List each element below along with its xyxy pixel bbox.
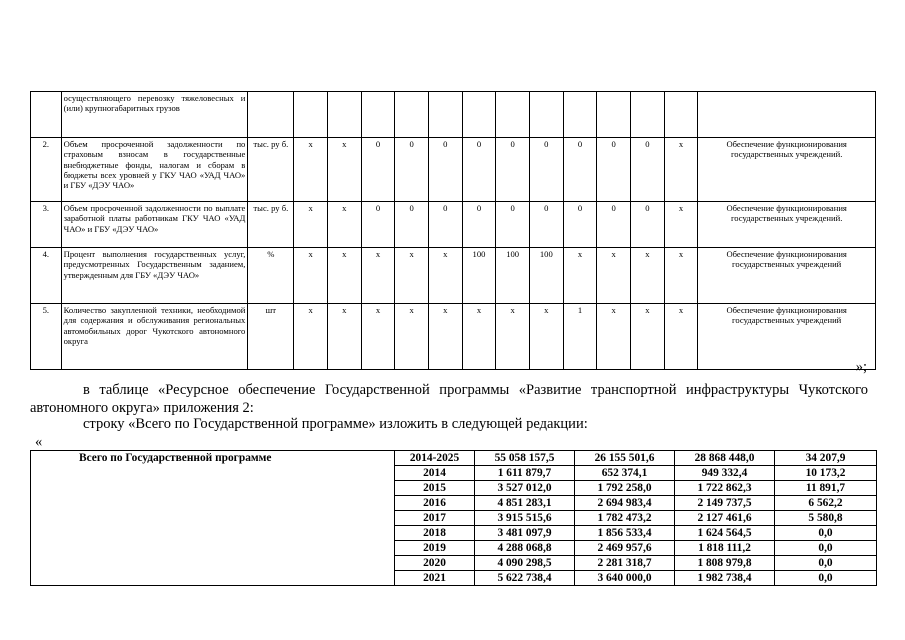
value-cell: 0 (631, 138, 665, 202)
amount-col-4: 0,0 (775, 526, 877, 541)
value-cell: х (529, 304, 563, 370)
indicators-table (30, 91, 876, 370)
value-cell: х (664, 138, 698, 202)
amount-col-2: 1 856 533,4 (575, 526, 675, 541)
value-cell: 0 (597, 138, 631, 202)
row-number: 3. (31, 202, 62, 248)
value-cell: 0 (395, 202, 429, 248)
indicator-name: Процент выполнения государственных услуг, предусмотренных Государственным заданием, утвержденным для ГБУ «ДЭУ ЧАО» (61, 248, 248, 304)
value-cell: х (664, 304, 698, 370)
amount-col-2: 2 694 983,4 (575, 496, 675, 511)
value-cell: х (294, 248, 328, 304)
value-cell (664, 92, 698, 138)
value-cell: х (631, 304, 665, 370)
value-cell (294, 92, 328, 138)
paragraph-line-1: в таблице «Ресурсное обеспечение Государственной программы «Развитие транспортной инфраструктуры Чукотского (83, 382, 868, 398)
year-cell: 2014-2025 (395, 451, 475, 466)
amount-col-2: 652 374,1 (575, 466, 675, 481)
amount-col-3: 2 149 737,5 (675, 496, 775, 511)
indicator-name: Объем просроченной задолженности по выплате заработной платы работникам ГКУ ЧАО «УАД ЧАО» и ГБУ «ДЭУ ЧАО» (61, 202, 248, 248)
paragraph-line-2: автономного округа» приложения 2: (30, 400, 254, 416)
expected-result: Обеспечение функционирования государственных учреждений (698, 248, 876, 304)
value-cell: х (361, 304, 395, 370)
unit-cell (248, 92, 294, 138)
indicator-name: осуществляющего перевозку тяжеловесных и (или) крупногабаритных грузов (61, 92, 248, 138)
amount-col-2: 2 469 957,6 (575, 541, 675, 556)
amount-col-3: 1 982 738,4 (675, 571, 775, 586)
amount-col-4: 11 891,7 (775, 481, 877, 496)
row-number: 4. (31, 248, 62, 304)
amount-col-4: 10 173,2 (775, 466, 877, 481)
amount-col-4: 6 562,2 (775, 496, 877, 511)
closing-quote: »; (855, 359, 867, 375)
value-cell: х (294, 304, 328, 370)
year-cell: 2021 (395, 571, 475, 586)
year-cell: 2020 (395, 556, 475, 571)
amount-col-4: 5 580,8 (775, 511, 877, 526)
year-cell: 2015 (395, 481, 475, 496)
value-cell: х (361, 248, 395, 304)
indicator-row (31, 92, 876, 138)
value-cell (361, 92, 395, 138)
value-cell: 0 (462, 138, 496, 202)
value-cell: х (294, 202, 328, 248)
year-cell: 2018 (395, 526, 475, 541)
value-cell (496, 92, 530, 138)
total-amount: 3 481 097,9 (475, 526, 575, 541)
amount-col-3: 2 127 461,6 (675, 511, 775, 526)
year-cell: 2016 (395, 496, 475, 511)
value-cell: 0 (361, 202, 395, 248)
value-cell: 0 (529, 138, 563, 202)
row-number: 5. (31, 304, 62, 370)
row-number (31, 92, 62, 138)
amount-col-3: 1 808 979,8 (675, 556, 775, 571)
value-cell: 100 (496, 248, 530, 304)
value-cell: 0 (631, 202, 665, 248)
value-cell: 0 (462, 202, 496, 248)
value-cell: х (294, 138, 328, 202)
value-cell: х (395, 248, 429, 304)
amount-col-3: 1 818 111,2 (675, 541, 775, 556)
value-cell: 1 (563, 304, 597, 370)
value-cell (327, 92, 361, 138)
total-amount: 5 622 738,4 (475, 571, 575, 586)
amount-col-3: 949 332,4 (675, 466, 775, 481)
value-cell (597, 92, 631, 138)
expected-result: Обеспечение функционирования государственных учреждений. (698, 202, 876, 248)
value-cell: х (664, 202, 698, 248)
expected-result: Обеспечение функционирования государственных учреждений. (698, 138, 876, 202)
indicator-name: Количество закупленной техники, необходимой для содержания и обслуживания региональных автомобильных дорог Чукотского автономного округа (61, 304, 248, 370)
value-cell: х (428, 248, 462, 304)
total-amount: 3 527 012,0 (475, 481, 575, 496)
value-cell: 0 (395, 138, 429, 202)
paragraph-resource-table (30, 381, 868, 417)
value-cell: х (327, 248, 361, 304)
value-cell: 0 (361, 138, 395, 202)
amount-col-3: 1 722 862,3 (675, 481, 775, 496)
indicator-row (31, 304, 876, 370)
value-cell (428, 92, 462, 138)
value-cell: 0 (563, 202, 597, 248)
value-cell: х (597, 248, 631, 304)
value-cell: 0 (428, 138, 462, 202)
value-cell: 0 (529, 202, 563, 248)
amount-col-4: 0,0 (775, 541, 877, 556)
year-cell: 2019 (395, 541, 475, 556)
value-cell: х (327, 202, 361, 248)
value-cell: х (664, 248, 698, 304)
value-cell: 100 (529, 248, 563, 304)
unit-cell: шт (248, 304, 294, 370)
value-cell: 0 (496, 138, 530, 202)
unit-cell: % (248, 248, 294, 304)
unit-cell: тыс. ру б. (248, 202, 294, 248)
value-cell: х (597, 304, 631, 370)
value-cell: 0 (496, 202, 530, 248)
total-amount: 1 611 879,7 (475, 466, 575, 481)
expected-result: Обеспечение функционирования государственных учреждений (698, 304, 876, 370)
expected-result (698, 92, 876, 138)
value-cell: х (395, 304, 429, 370)
unit-cell: тыс. ру б. (248, 138, 294, 202)
amount-col-2: 26 155 501,6 (575, 451, 675, 466)
total-amount: 3 915 515,6 (475, 511, 575, 526)
value-cell: 0 (597, 202, 631, 248)
value-cell (631, 92, 665, 138)
amount-col-2: 2 281 318,7 (575, 556, 675, 571)
value-cell: х (496, 304, 530, 370)
value-cell: х (462, 304, 496, 370)
value-cell (529, 92, 563, 138)
value-cell: 0 (428, 202, 462, 248)
total-amount: 55 058 157,5 (475, 451, 575, 466)
value-cell: х (327, 138, 361, 202)
amount-col-4: 34 207,9 (775, 451, 877, 466)
paragraph-total-row: строку «Всего по Государственной программе» изложить в следующей редакции: (83, 416, 588, 432)
value-cell (462, 92, 496, 138)
value-cell: 0 (563, 138, 597, 202)
total-label: Всего по Государственной программе (31, 451, 395, 586)
amount-col-4: 0,0 (775, 571, 877, 586)
value-cell: х (631, 248, 665, 304)
value-cell (395, 92, 429, 138)
year-cell: 2014 (395, 466, 475, 481)
indicator-name: Объем просроченной задолженности по страховым взносам в государственные внебюджетные фонды, налогам и сборам в бюджеты всех уровней у ГКУ ЧАО «УАД ЧАО» и ГБУ «ДЭУ ЧАО» (61, 138, 248, 202)
total-amount: 4 288 068,8 (475, 541, 575, 556)
amount-col-2: 1 792 258,0 (575, 481, 675, 496)
total-amount: 4 851 283,1 (475, 496, 575, 511)
row-number: 2. (31, 138, 62, 202)
program-total-table (30, 450, 877, 586)
value-cell: х (428, 304, 462, 370)
year-cell: 2017 (395, 511, 475, 526)
value-cell: 100 (462, 248, 496, 304)
indicator-row (31, 248, 876, 304)
opening-quote: « (35, 434, 43, 450)
amount-col-3: 1 624 564,5 (675, 526, 775, 541)
amount-col-3: 28 868 448,0 (675, 451, 775, 466)
value-cell: х (327, 304, 361, 370)
year-row (31, 451, 877, 466)
amount-col-2: 1 782 473,2 (575, 511, 675, 526)
indicator-row (31, 138, 876, 202)
amount-col-4: 0,0 (775, 556, 877, 571)
value-cell (563, 92, 597, 138)
value-cell: х (563, 248, 597, 304)
amount-col-2: 3 640 000,0 (575, 571, 675, 586)
indicator-row (31, 202, 876, 248)
total-amount: 4 090 298,5 (475, 556, 575, 571)
